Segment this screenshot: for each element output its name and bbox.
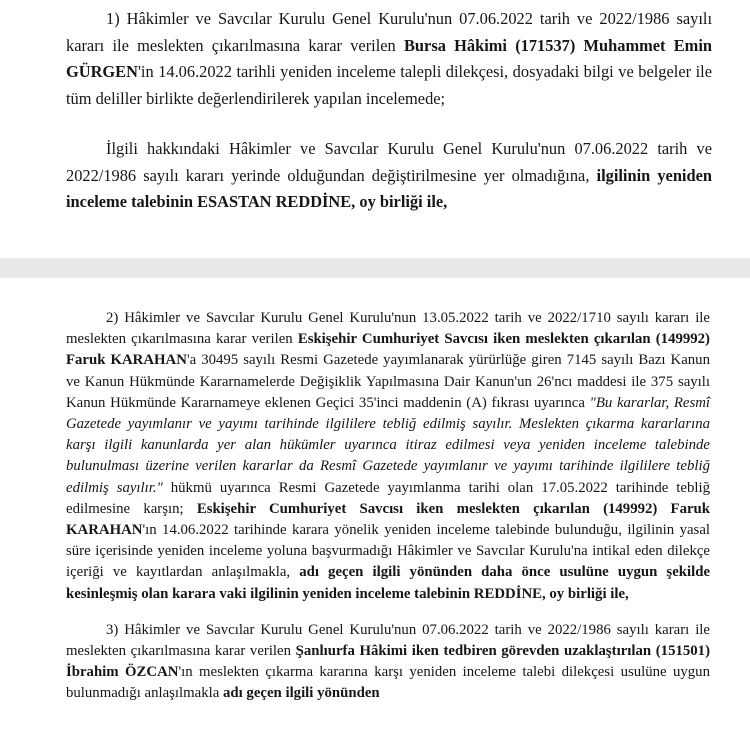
- decision-1-paragraph: [66, 6, 712, 112]
- decision-3-text: 3) Hâkimler ve Savcılar Kurulu Genel Kurulu'nun 07.06.2022 tarih ve 2022/1986 sayılı kararı ile meslekten çıkarılmasına karar verilen: [66, 621, 710, 660]
- decision-2-subject: Eskişehir Cumhuriyet Savcısı iken meslekten çıkarılan (149992) Faruk KARAHAN: [66, 331, 710, 369]
- decision-1-text-cont: 'in 14.06.2022 tarihli yeniden inceleme talepli dilekçesi, dosyadaki bilgi ve belgeler ile tüm deliller birlikte değerlendirilerek yapılan incelemede;: [66, 62, 712, 108]
- decision-2-text-cont2: hükmü uyarınca Resmi Gazetede yayımlanma tarihi olan 17.05.2022 tarihinde tebliğ edilmesine karşın;: [66, 479, 710, 517]
- decision-2-paragraph: [66, 308, 710, 605]
- decision-2-text: 2) Hâkimler ve Savcılar Kurulu Genel Kurulu'nun 13.05.2022 tarih ve 2022/1710 sayılı kararı ile meslekten çıkarılmasına karar verilen: [66, 310, 710, 348]
- decision-1-result-verdict: ilgilinin yeniden inceleme talebinin ESASTAN REDDİNE, oy birliği ile,: [66, 165, 712, 211]
- decision-1-text: 1) Hâkimler ve Savcılar Kurulu Genel Kurulu'nun 07.06.2022 tarih ve 2022/1986 sayılı kararı ile meslekten çıkarılmasına karar verilen: [66, 9, 712, 55]
- decision-3-verdict-start: adı geçen ilgili yönünden: [222, 685, 380, 702]
- decision-1-subject: Bursa Hâkimi (171537) Muhammet Emin GÜRGEN: [66, 35, 712, 81]
- page-separator: [0, 258, 750, 278]
- decision-1-result-text: İlgili hakkındaki Hâkimler ve Savcılar Kurulu Genel Kurulu'nun 07.06.2022 tarih ve 2022/1986 sayılı kararı yerinde olduğundan değiştirilmesine yer olmadığına,: [66, 139, 712, 185]
- document-page-bottom: [0, 278, 750, 730]
- decision-2-quote: "Bu kararlar, Resmî Gazetede yayımlanır ve yayımı tarihinde ilgililere tebliğ edilmiş sayılır. Meslekten çıkarma kararlarına karşı ilgili kanunlarda yer alan hükümler uyarınca itiraz edilmesi veya yeniden inceleme talebinde bulunulması üzerine verilen kararlar da Resmî Gazetede yayımlanır ve yayımı tarihinde ilgililere tebliğ edilmiş sayılır.": [66, 394, 711, 496]
- decision-2-subject-repeat: Eskişehir Cumhuriyet Savcısı iken meslekten çıkarılan (149992) Faruk KARAHAN: [66, 500, 711, 539]
- document-page-top: [0, 0, 750, 258]
- decision-3-paragraph: [66, 620, 710, 705]
- decision-2-verdict: adı geçen ilgili yönünden daha önce usulüne uygun şekilde kesinleşmiş olan karara vaki ilgilinin yeniden inceleme talebinin REDDİNE, oy birliği ile,: [66, 564, 711, 602]
- decision-3-text-cont: 'ın meslekten çıkarma kararına karşı yeniden inceleme talebi dilekçesi usulüne uygun bulunmadığı anlaşılmakla: [66, 664, 710, 702]
- decision-2-text-cont: 'a 30495 sayılı Resmi Gazetede yayımlanarak yürürlüğe giren 7145 sayılı Bazı Kanun ve Kanun Hükmünde Kararnamelerde Değişiklik Yapılmasına Dair Kanun'un 26'ncı maddesi ile 375 sayılı Kanun Hükmünde Kararnameye eklenen Geçici 35'inci maddenin (A) fıkrası uyarınca: [66, 352, 710, 411]
- decision-3-subject: Şanlıurfa Hâkimi iken tedbiren görevden uzaklaştırılan (151501) İbrahim ÖZCAN: [66, 643, 710, 681]
- decision-1-result-paragraph: [66, 136, 712, 216]
- decision-2-text-cont3: 'ın 14.06.2022 tarihinde karara yönelik yeniden inceleme talebinde bulunduğu, ilgilinin yasal süre içerisinde yeniden inceleme yoluna başvurmadığı Hâkimler ve Savcılar Kurulu'na intikal eden dilekçe içeriği ve kayıtlardan anlaşılmakla,: [66, 522, 710, 581]
